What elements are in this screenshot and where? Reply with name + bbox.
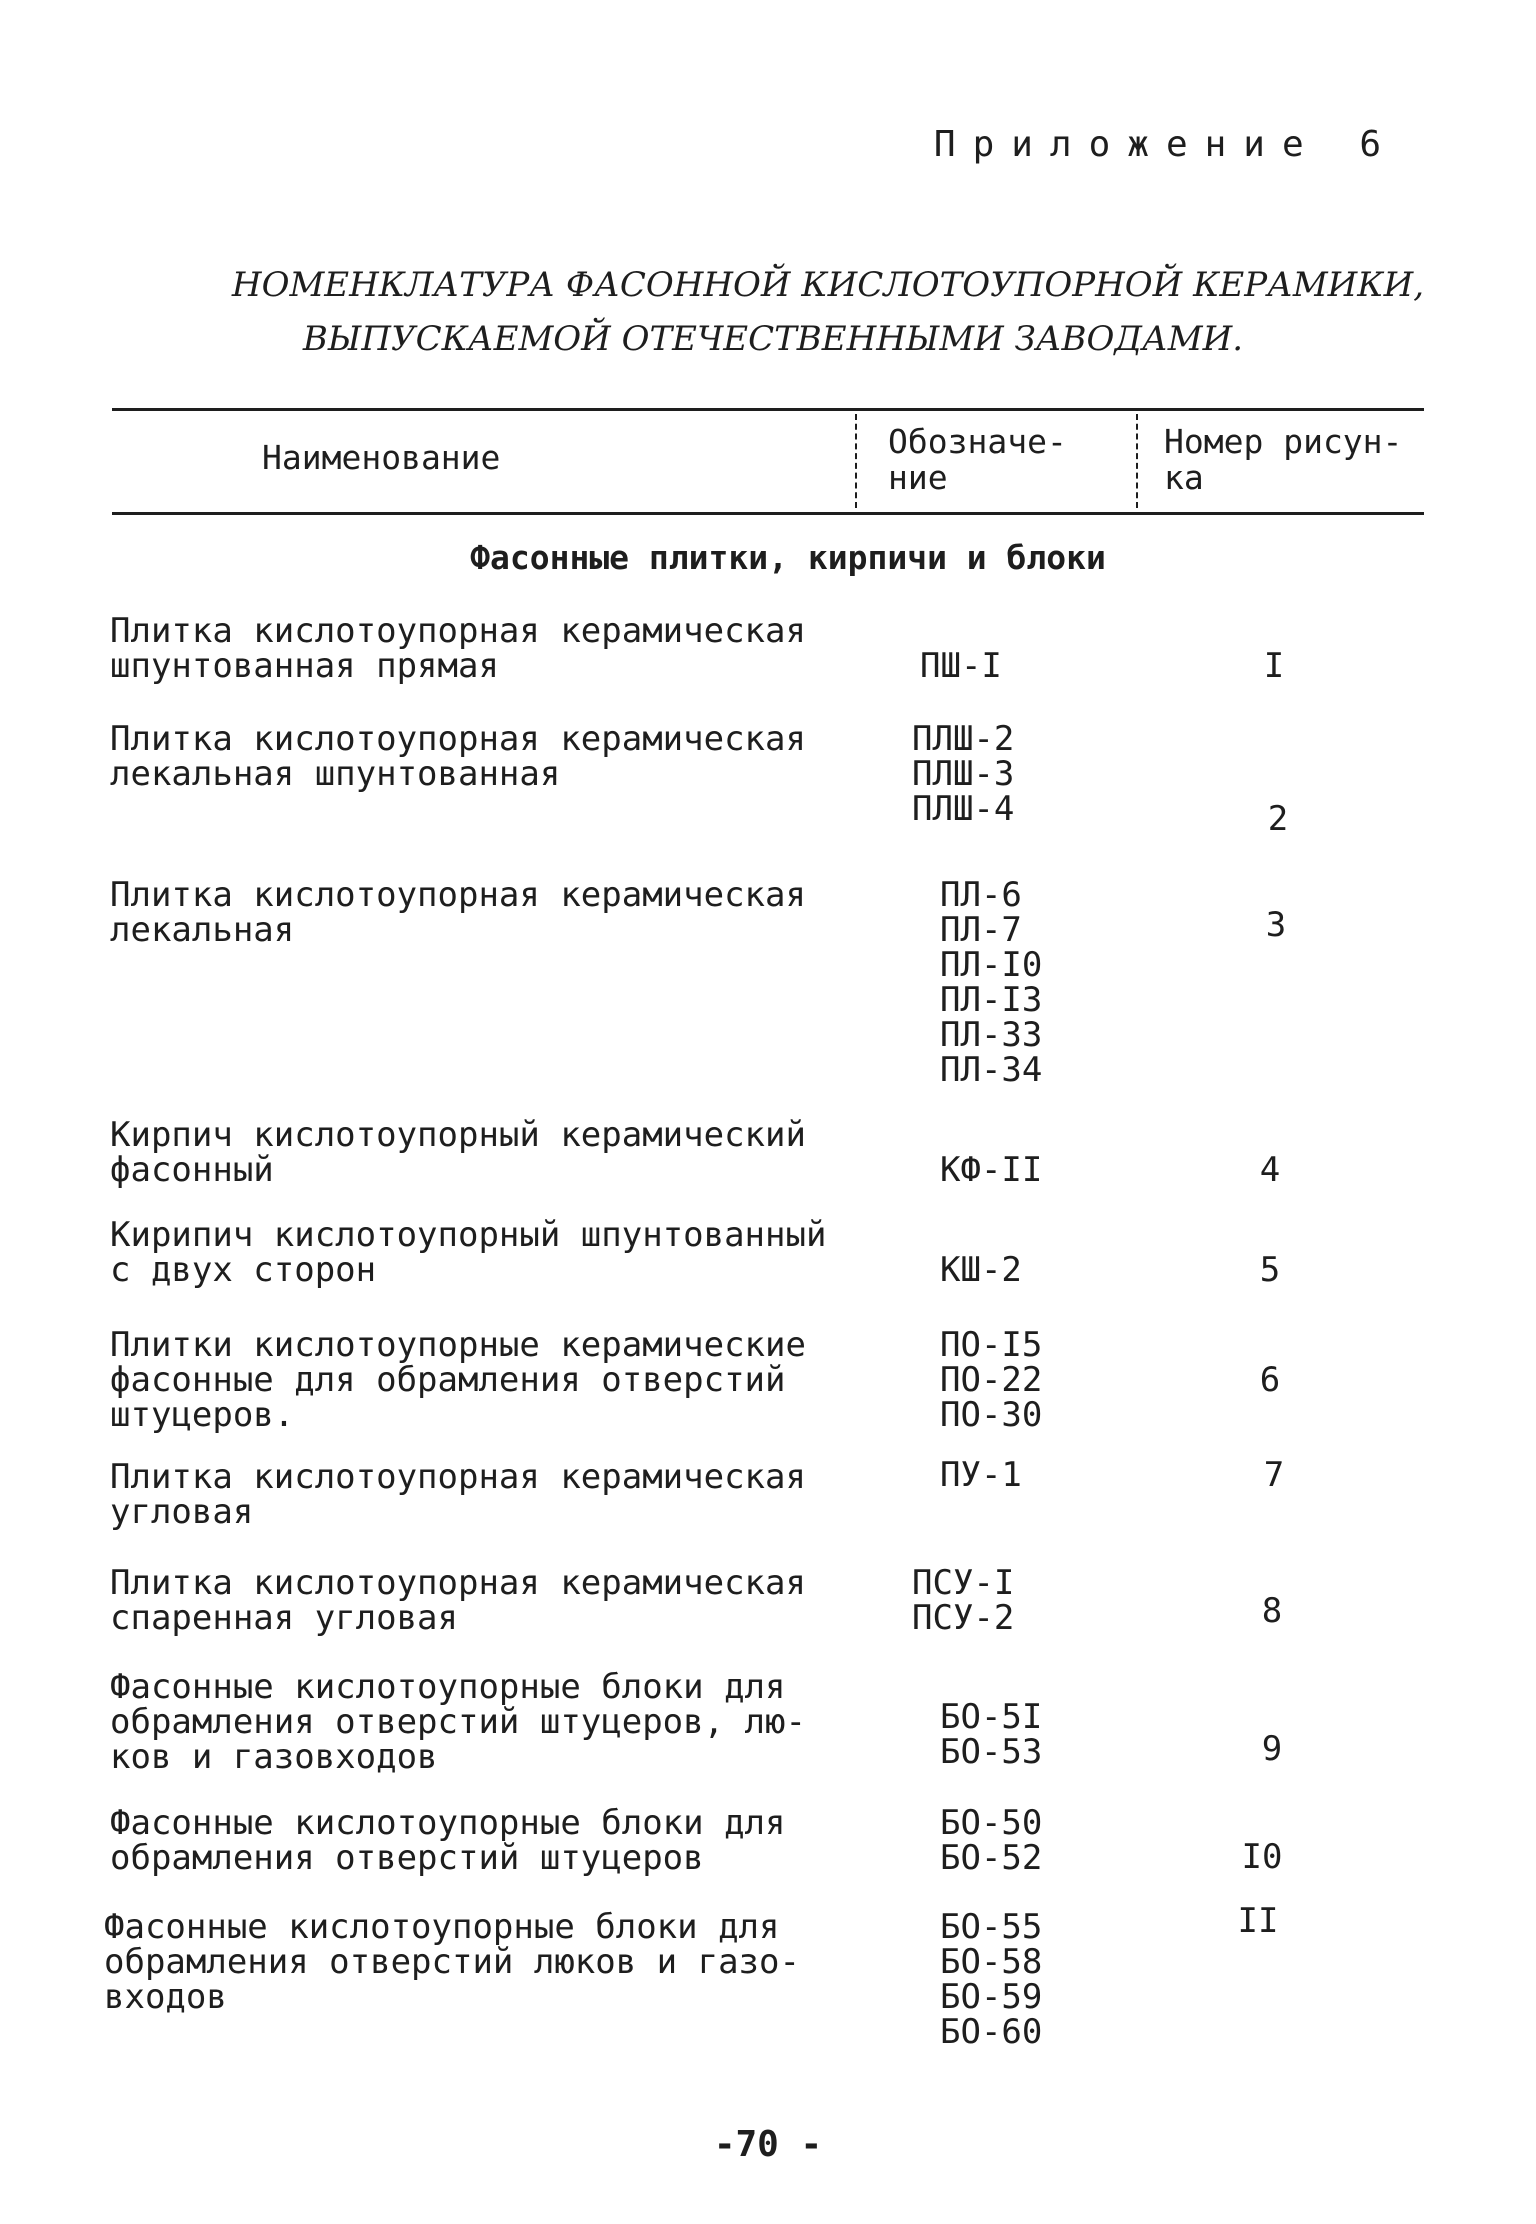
row-codes: ПО-I5 ПО-22 ПО-30: [940, 1325, 1043, 1435]
row-figure-number: 3: [1265, 905, 1287, 945]
row-name: Плитки кислотоупорные керамические фасонные для обрамления отверстий штуцеров.: [110, 1325, 806, 1435]
page-number: -70 -: [713, 2124, 823, 2165]
row-codes: КШ-2: [940, 1250, 1022, 1290]
row-figure-number: I0: [1241, 1837, 1283, 1877]
row-figure-number: 2: [1267, 799, 1289, 839]
row-name: Плитка кислотоупорная керамическая спаренная угловая: [110, 1563, 806, 1638]
row-name: Фасонные кислотоупорные блоки для обрамления отверстий люков и газо- входов: [104, 1907, 800, 2017]
row-codes: ПШ-I: [920, 646, 1002, 686]
row-codes: КФ-II: [940, 1150, 1043, 1190]
column-header-code-line1: Обозначе-: [888, 422, 1067, 461]
column-header-figure-line1: Номер рисун-: [1164, 422, 1403, 461]
row-name: Фасонные кислотоупорные блоки для обрамления отверстий штуцеров, лю- ков и газовходов: [110, 1667, 806, 1777]
column-header-code: [888, 424, 1067, 496]
appendix-label: Приложение 6: [933, 124, 1398, 165]
table-top-rule: [112, 408, 1424, 411]
title-line-2: ВЫПУСКАЕМОЙ ОТЕЧЕСТВЕННЫМИ ЗАВОДАМИ.: [302, 319, 1244, 359]
row-figure-number: 5: [1259, 1250, 1281, 1290]
row-name: Плитка кислотоупорная керамическая шпунтованная прямая: [110, 611, 806, 686]
column-header-figure: [1164, 424, 1402, 496]
section-heading: Фасонные плитки, кирпичи и блоки: [470, 538, 1106, 577]
row-codes: ПСУ-I ПСУ-2: [912, 1563, 1015, 1638]
row-name: Плитка кислотоупорная керамическая лекальная шпунтованная: [110, 719, 806, 794]
row-figure-number: 8: [1261, 1591, 1283, 1631]
row-codes: ПЛ-6 ПЛ-7 ПЛ-I0 ПЛ-I3 ПЛ-33 ПЛ-34: [940, 875, 1043, 1090]
row-name: Кирпич кислотоупорный керамический фасонный: [110, 1115, 806, 1190]
row-figure-number: 7: [1263, 1455, 1285, 1495]
column-separator: [1136, 414, 1138, 508]
row-figure-number: 4: [1259, 1150, 1281, 1190]
row-codes: БО-50 БО-52: [940, 1803, 1043, 1878]
row-name: Плитка кислотоупорная керамическая угловая: [110, 1457, 806, 1532]
row-codes: БО-55 БО-58 БО-59 БО-60: [940, 1907, 1043, 2052]
row-name: Фасонные кислотоупорные блоки для обрамления отверстий штуцеров: [110, 1803, 786, 1878]
table-header-rule: [112, 512, 1424, 515]
row-codes: БО-5I БО-53: [940, 1697, 1043, 1772]
document-title: [0, 258, 1536, 366]
row-figure-number: I: [1263, 646, 1285, 686]
row-figure-number: 9: [1261, 1729, 1283, 1769]
column-header-code-line2: ние: [888, 458, 948, 497]
column-header-figure-line2: ка: [1164, 458, 1204, 497]
row-codes: ПЛШ-2 ПЛШ-3 ПЛШ-4: [912, 719, 1015, 829]
row-figure-number: II: [1237, 1901, 1279, 1941]
row-name: Кирипич кислотоупорный шпунтованный с двух сторон: [110, 1215, 827, 1290]
title-line-1: НОМЕНКЛАТУРА ФАСОННОЙ КИСЛОТОУПОРНОЙ КЕРАМИКИ,: [231, 265, 1425, 305]
row-name: Плитка кислотоупорная керамическая лекальная: [110, 875, 806, 950]
row-codes: ПУ-1: [940, 1455, 1022, 1495]
column-separator: [855, 414, 857, 508]
column-header-name: Наименование: [262, 438, 501, 477]
row-figure-number: 6: [1259, 1360, 1281, 1400]
